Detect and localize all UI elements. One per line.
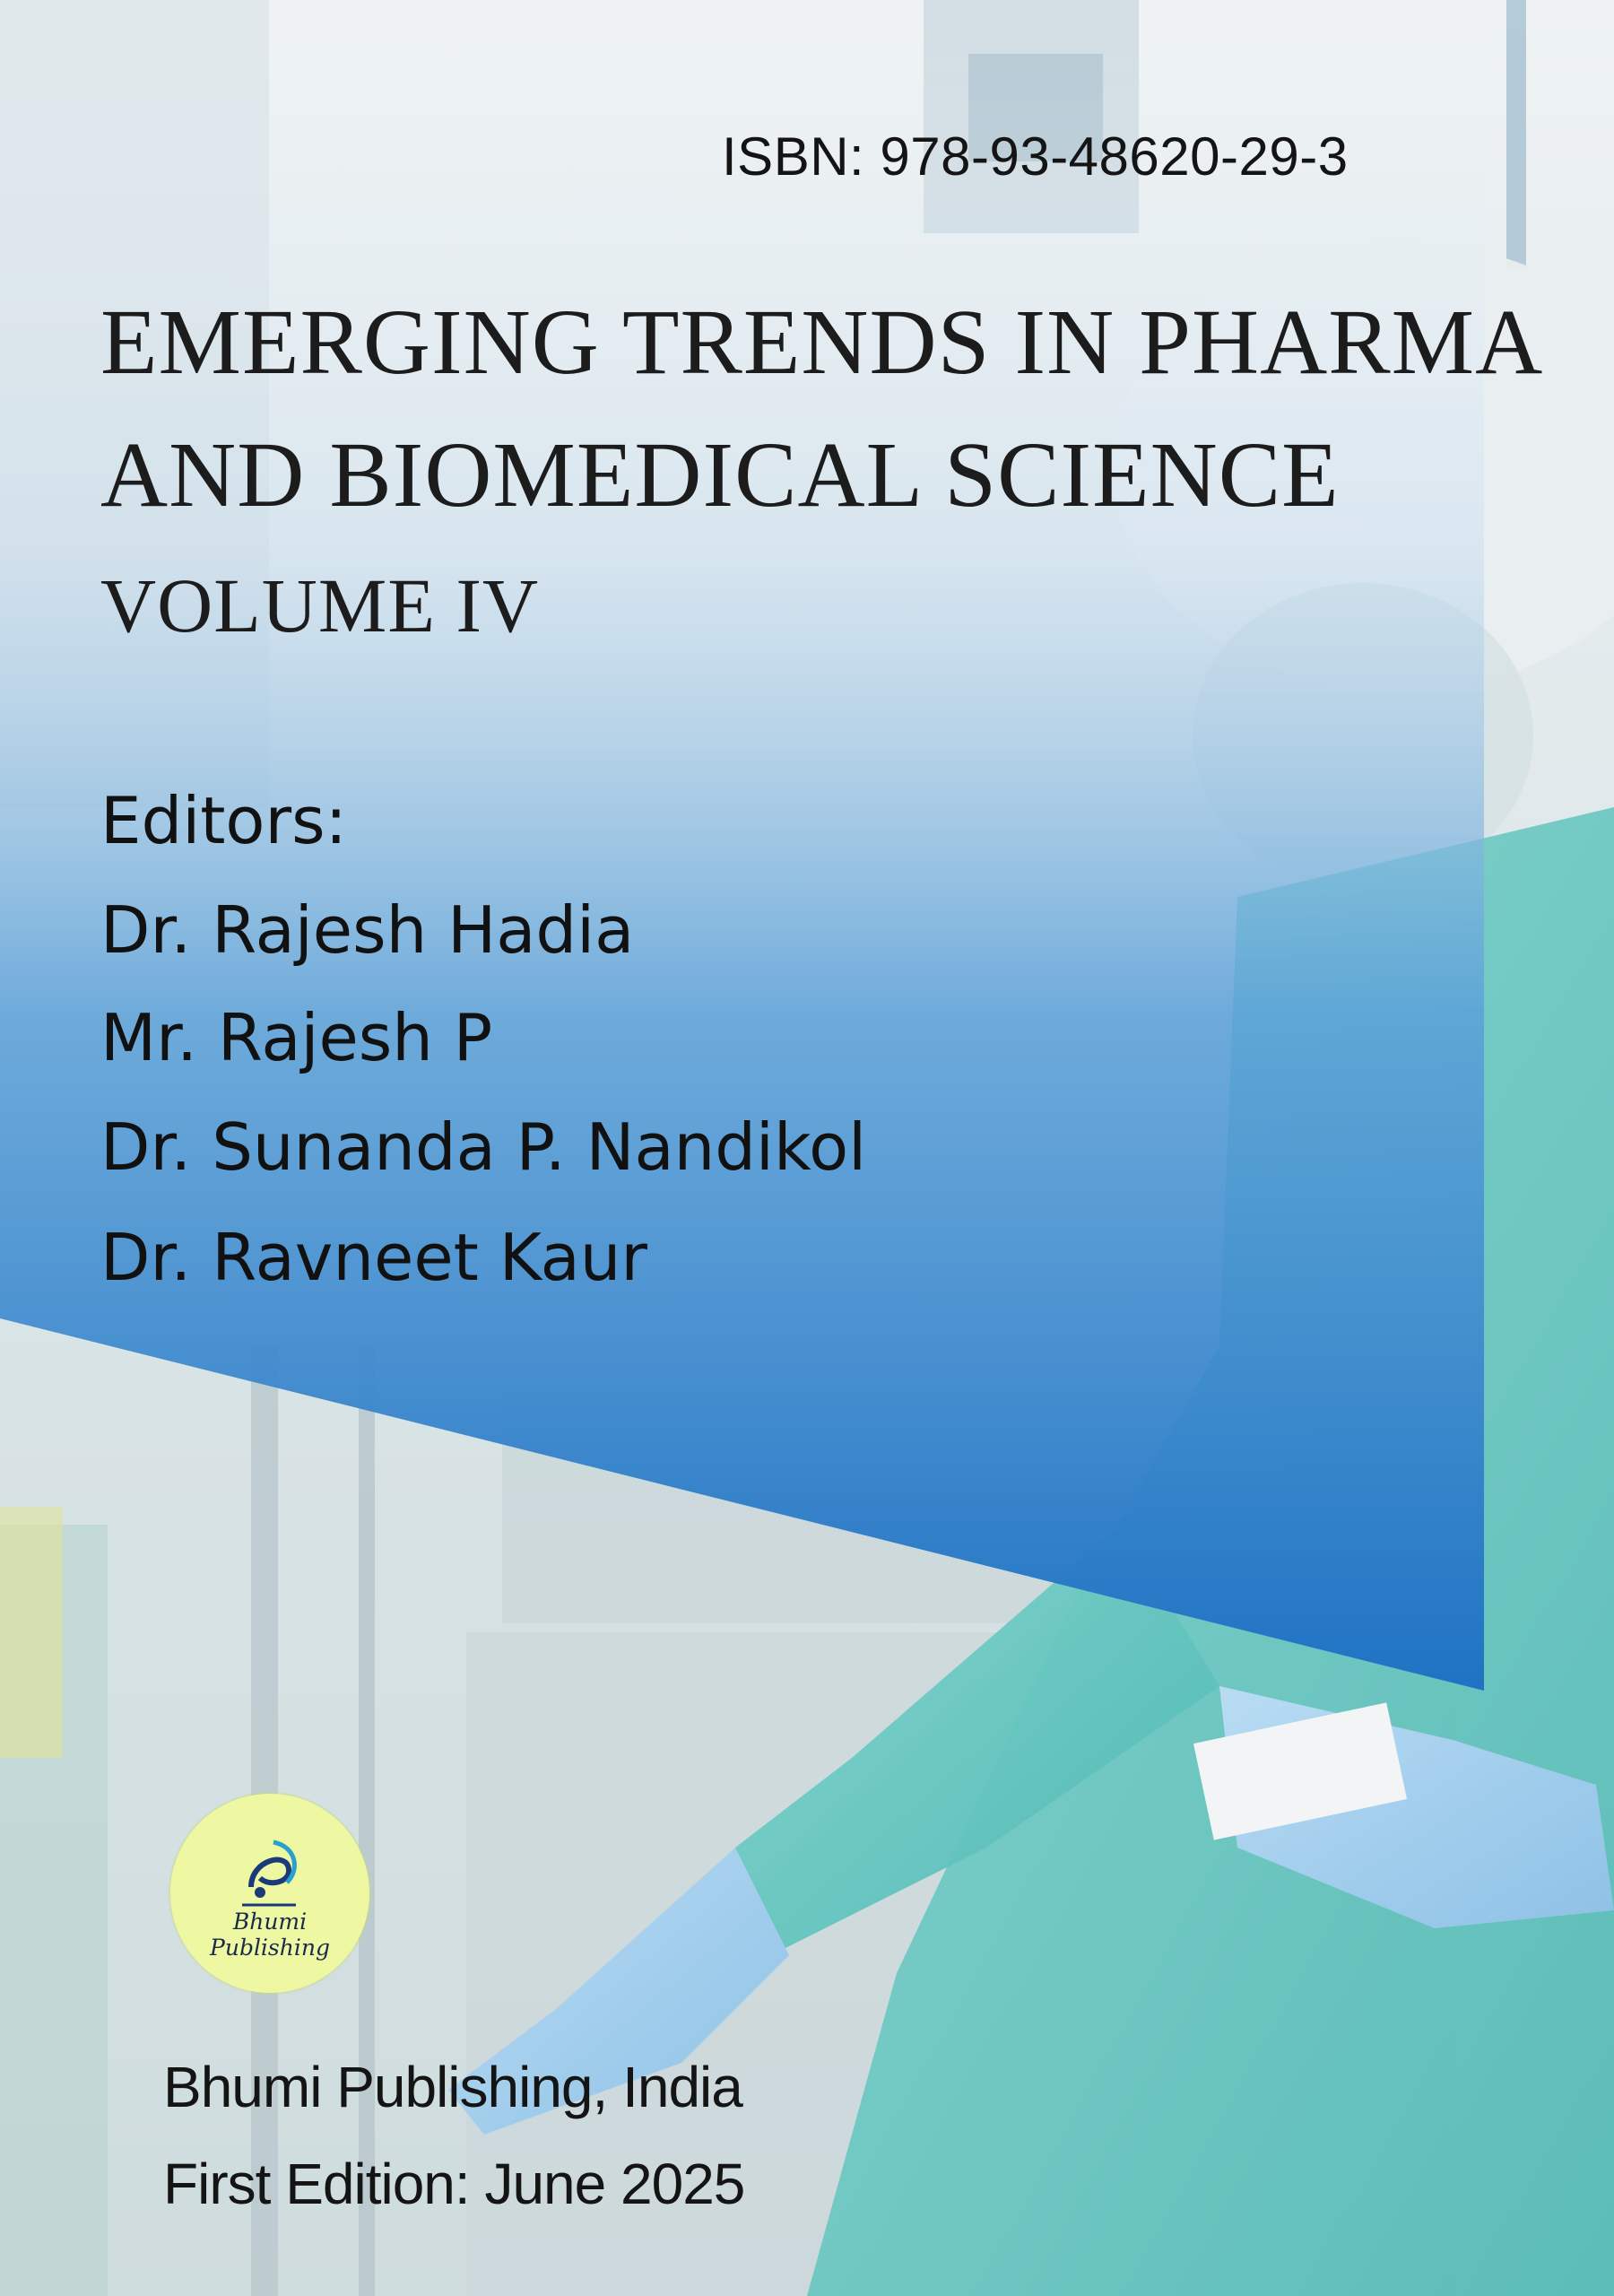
- volume-label: VOLUME IV: [100, 562, 540, 648]
- bhumi-logo-mark-icon: [224, 1833, 314, 1914]
- isbn: ISBN: 978-93-48620-29-3: [722, 126, 1349, 187]
- book-title-line-2: AND BIOMEDICAL SCIENCE: [100, 423, 1340, 526]
- publisher-logo-text: Bhumi Publishing: [210, 1909, 330, 1961]
- editor-name: Mr. Rajesh P: [100, 1000, 493, 1075]
- publisher-logo: [170, 1794, 369, 1993]
- publisher-line: Bhumi Publishing, India: [163, 2055, 742, 2119]
- book-title-line-1: EMERGING TRENDS IN PHARMA: [100, 291, 1544, 394]
- editors-heading: Editors:: [100, 783, 347, 858]
- editor-name: Dr. Sunanda P. Nandikol: [100, 1109, 867, 1185]
- editor-name: Dr. Ravneet Kaur: [100, 1220, 648, 1295]
- edition-line: First Edition: June 2025: [163, 2152, 745, 2216]
- editor-name: Dr. Rajesh Hadia: [100, 892, 635, 968]
